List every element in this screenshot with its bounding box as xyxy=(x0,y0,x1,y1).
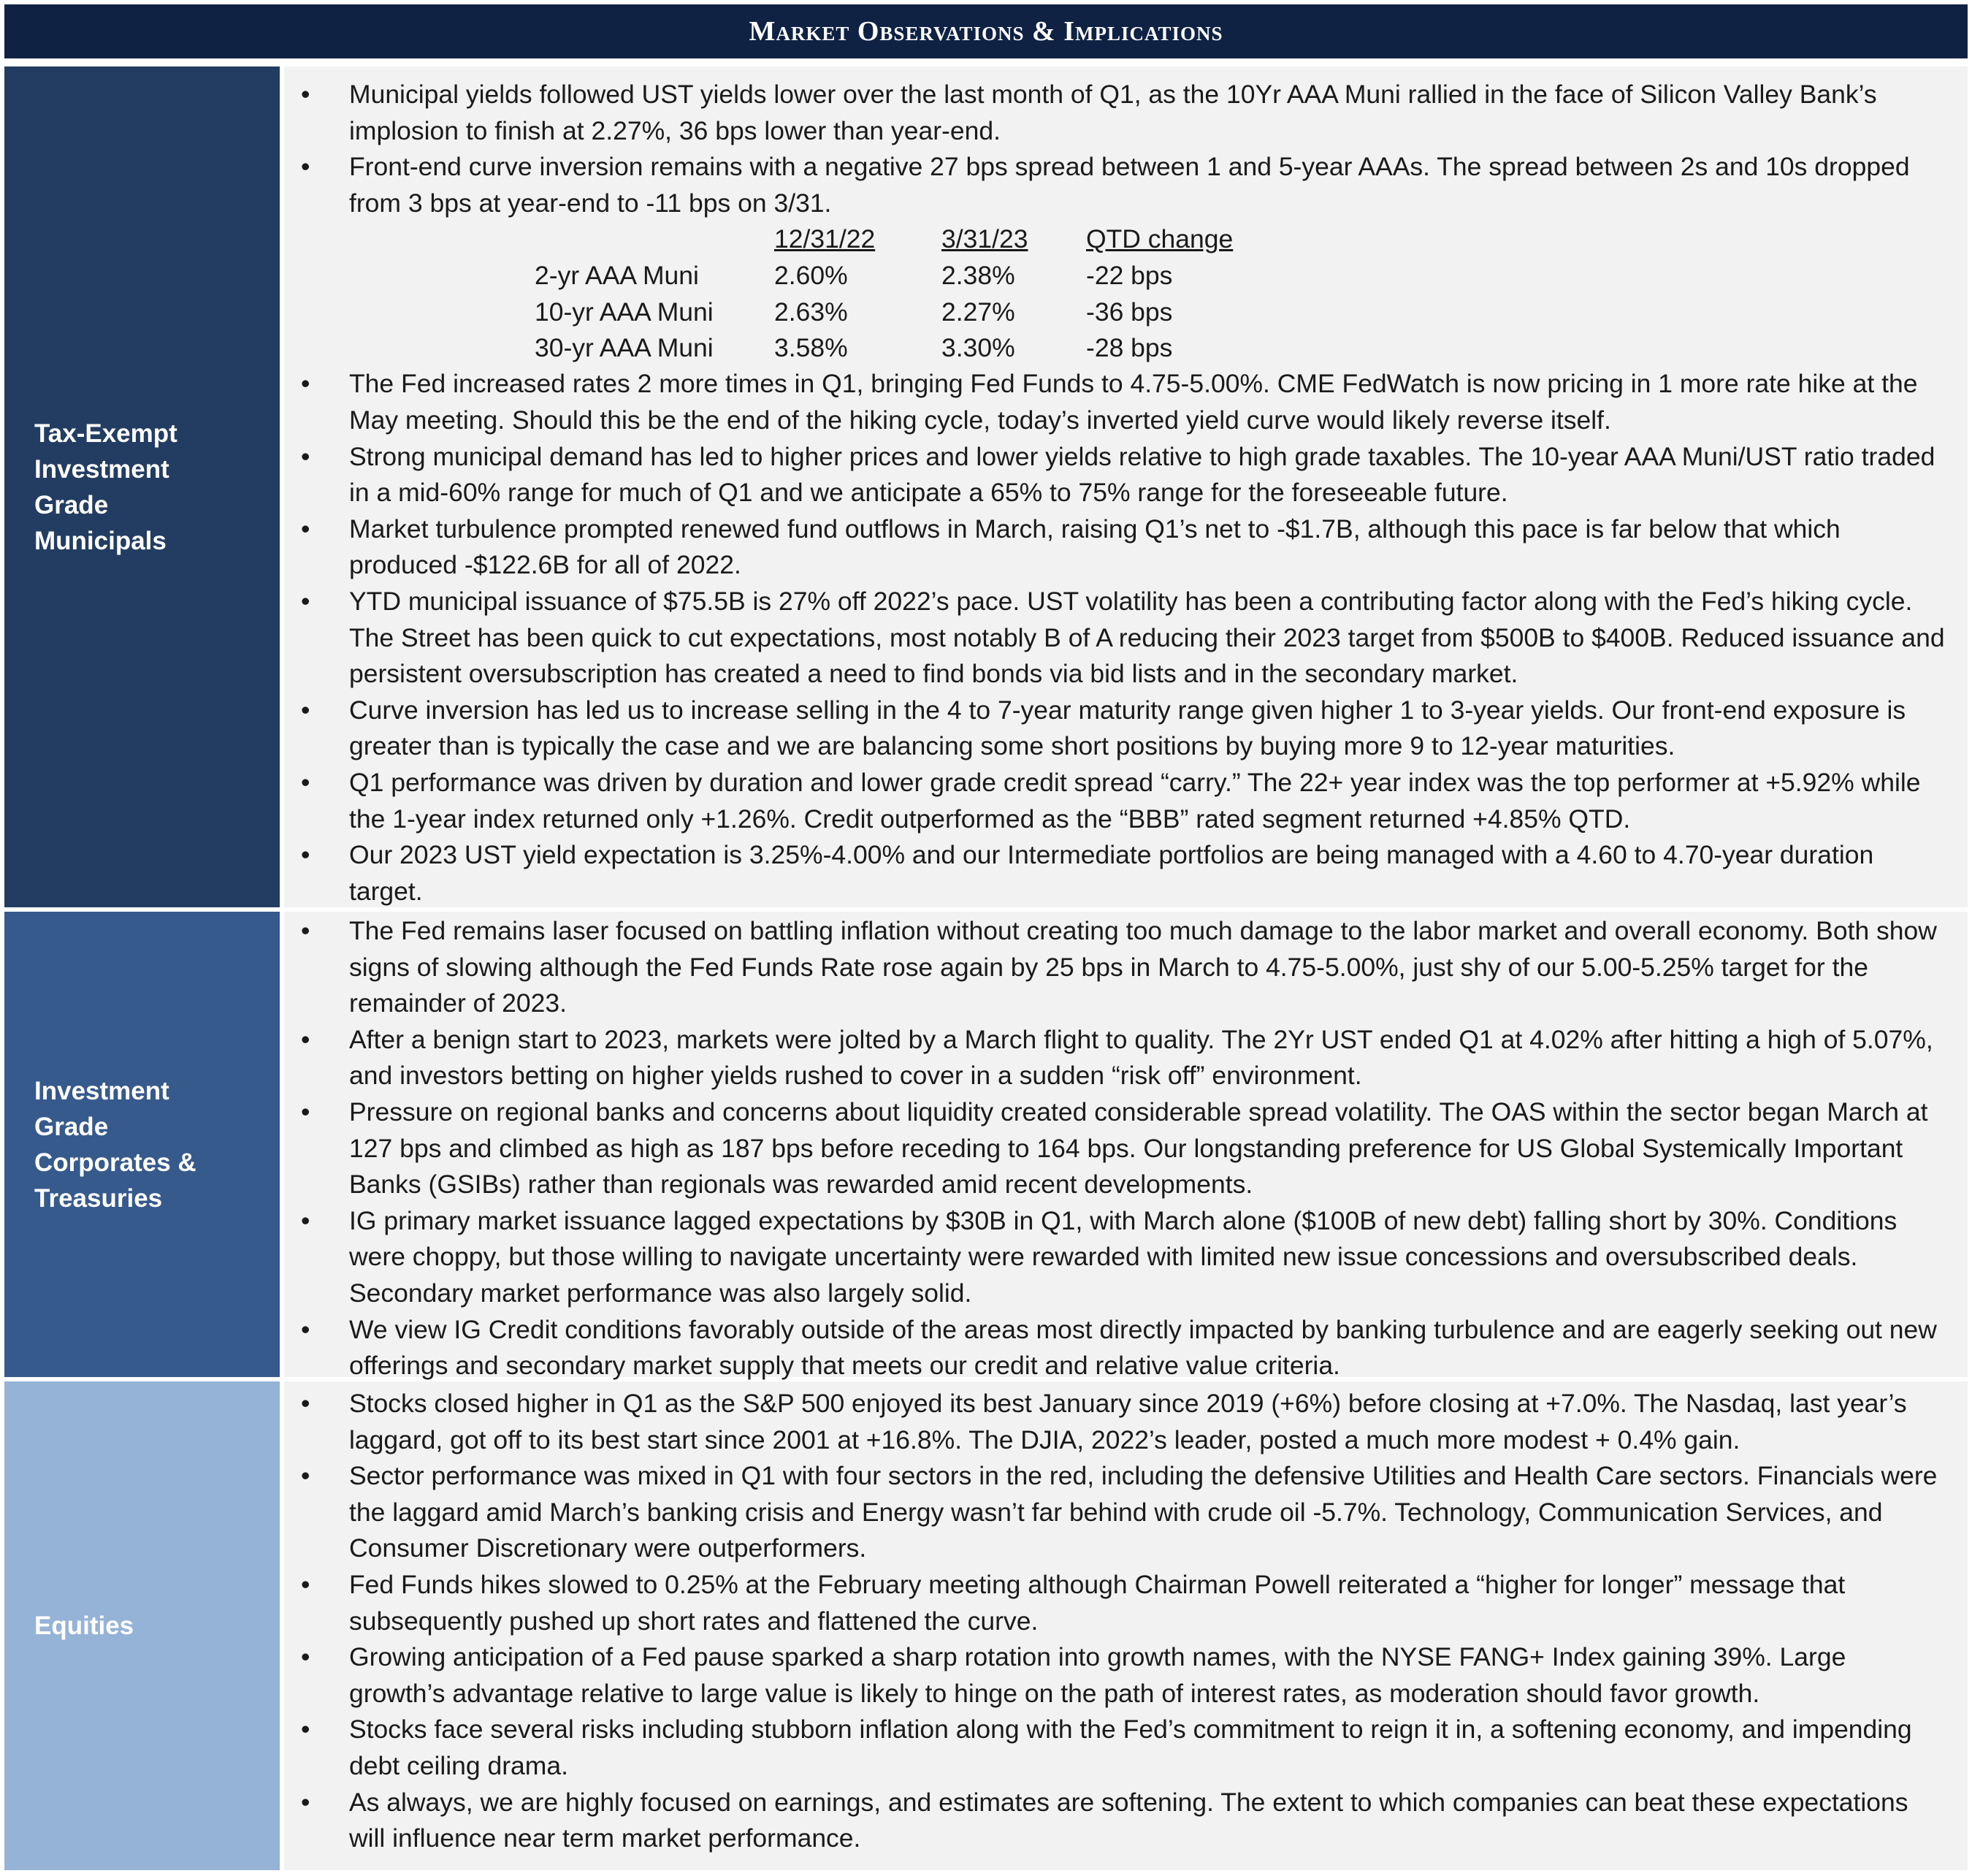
equities-bullet: • Sector performance was mixed in Q1 with four sectors in the red, including the defensive Utilities and Health Care sectors. Financials were the laggard amid March’s banking crisis and Energy wasn’t far behind with crude oil -5.7%. Technology, Communication Services, and Consumer Discretionary were outperformers. xyxy=(284,1458,1946,1567)
section-ig-corporates xyxy=(4,912,1968,1381)
munis-bullet: • Q1 performance was driven by duration and lower grade credit spread “carry.” The 22+ year index was the top performer at +5.92% while the 1-year index returned only +1.26%. Credit outperformed as the “BBB” rated segment returned +4.85% QTD. xyxy=(284,765,1946,837)
equities-bullet: • Stocks closed higher in Q1 as the S&P 500 enjoyed its best January since 2019 (+6%) before closing at +7.0%. The Nasdaq, last year’s laggard, got off to its best start since 2001 at +16.8%. The DJIA, 2022’s leader, posted a much more modest + 0.4% gain. xyxy=(284,1386,1946,1458)
ig-bullet-list xyxy=(284,913,1946,1384)
munis-bullet: • Municipal yields followed UST yields lower over the last month of Q1, as the 10Yr AAA Muni rallied in the face of Silicon Valley Bank’s implosion to finish at 2.27%, 36 bps lower than year-end. xyxy=(284,77,1946,149)
page-title xyxy=(4,4,1968,58)
ig-bullet: • The Fed remains laser focused on battling inflation without creating too much damage to the labor market and overall economy. Both show signs of slowing although the Fed Funds Rate rose again by 25 bps in March to 4.75-5.00%, just shy of our 5.00-5.25% target for the remainder of 2023. xyxy=(284,913,1946,1022)
equities-label-text: Equities xyxy=(34,1612,134,1640)
section-equities xyxy=(4,1381,1968,1870)
section-label-ig xyxy=(4,912,280,1377)
equities-bullet-list xyxy=(284,1386,1946,1857)
table-cell: -22 bps xyxy=(1086,260,1173,290)
ig-bullet: • Pressure on regional banks and concerns about liquidity created considerable spread volatility. The OAS within the sector began March at 127 bps and climbed as high as 187 bps before receding to 164 bps. Our longstanding preference for US Global Systemically Important Banks (GSIBs) rather than regionals was rewarded amid recent developments. xyxy=(284,1094,1946,1203)
section-label-munis xyxy=(4,66,280,907)
table-header-col1: 12/31/22 xyxy=(774,224,876,254)
munis-bullet: • The Fed increased rates 2 more times in Q1, bringing Fed Funds to 4.75-5.00%. CME FedWatch is now pricing in 1 more rate hike at the May meeting. Should this be the end of the hiking cycle, today’s inverted yield curve would likely reverse itself. xyxy=(284,366,1946,438)
muni-yield-table xyxy=(284,221,1946,366)
ig-label-text: Investment Grade Corporates & Treasuries xyxy=(34,1076,196,1213)
table-cell: 2.60% xyxy=(774,260,848,290)
section-munis xyxy=(4,66,1968,907)
equities-bullet: • Growing anticipation of a Fed pause sparked a sharp rotation into growth names, with the NYSE FANG+ Index gaining 39%. Large growth’s advantage relative to large value is likely to hinge on the path of interest rates, as moderation should favor growth. xyxy=(284,1639,1946,1712)
ig-bullet: • After a benign start to 2023, markets were jolted by a March flight to quality. The 2Yr UST ended Q1 at 4.02% after hitting a high of 5.07%, and investors betting on higher yields rushed to cover in a sudden “risk off” environment. xyxy=(284,1022,1946,1094)
table-row-label: 2-yr AAA Muni xyxy=(535,260,699,290)
ig-bullet: • IG primary market issuance lagged expectations by $30B in Q1, with March alone ($100B of new debt) falling short by 30%. Conditions were choppy, but those willing to navigate uncertainty were rewarded with limited new issue concessions and oversubscribed deals. Secondary market performance was also largely solid. xyxy=(284,1203,1946,1312)
munis-bullet: • Market turbulence prompted renewed fund outflows in March, raising Q1’s net to -$1.7B, although this pace is far below that which produced -$122.6B for all of 2022. xyxy=(284,511,1946,584)
munis-bullet-list xyxy=(284,77,1946,221)
munis-bullet: • YTD municipal issuance of $75.5B is 27% off 2022’s pace. UST volatility has been a contributing factor along with the Fed’s hiking cycle. The Street has been quick to cut expectations, most notably B of A reducing their 2023 target from $500B to $400B. Reduced issuance and persistent oversubscription has created a need to find bonds via bid lists and in the secondary market. xyxy=(284,584,1946,693)
table-cell: 3.30% xyxy=(941,333,1015,363)
equities-bullet: • As always, we are highly focused on earnings, and estimates are softening. The extent to which companies can beat these expectations will influence near term market performance. xyxy=(284,1785,1946,1857)
munis-bullet: • Our 2023 UST yield expectation is 3.25%-4.00% and our Intermediate portfolios are being managed with a 4.60 to 4.70-year duration target. xyxy=(284,837,1946,910)
equities-bullet: • Stocks face several risks including stubborn inflation along with the Fed’s commitment to reign it in, a softening economy, and impending debt ceiling drama. xyxy=(284,1712,1946,1784)
table-cell: 2.27% xyxy=(941,297,1015,327)
equities-bullet: • Fed Funds hikes slowed to 0.25% at the February meeting although Chairman Powell reiterated a “higher for longer” message that subsequently pushed up short rates and flattened the curve. xyxy=(284,1567,1946,1639)
munis-bullet: • Front-end curve inversion remains with a negative 27 bps spread between 1 and 5-year AAAs. The spread between 2s and 10s dropped from 3 bps at year-end to -11 bps on 3/31. xyxy=(284,149,1946,221)
munis-bullet-list-2 xyxy=(284,366,1946,910)
section-content-ig xyxy=(284,912,1968,1381)
table-cell: 3.58% xyxy=(774,333,848,363)
table-header-col3: QTD change xyxy=(1086,224,1234,254)
table-cell: -28 bps xyxy=(1086,333,1173,363)
table-cell: -36 bps xyxy=(1086,297,1173,327)
page-title-text: Market Observations & Implications xyxy=(749,16,1223,47)
table-header-col2: 3/31/23 xyxy=(941,224,1028,254)
ig-bullet: • We view IG Credit conditions favorably outside of the areas most directly impacted by banking turbulence and are eagerly seeking out new offerings and secondary market supply that meets our credit and relative value criteria. xyxy=(284,1312,1946,1384)
munis-label-text: Tax-Exempt Investment Grade Municipals xyxy=(34,419,177,555)
section-content-equities xyxy=(284,1381,1968,1870)
table-row-label: 10-yr AAA Muni xyxy=(535,297,714,327)
section-content-munis xyxy=(284,66,1968,907)
munis-bullet: • Strong municipal demand has led to higher prices and lower yields relative to high grade taxables. The 10-year AAA Muni/UST ratio traded in a mid-60% range for much of Q1 and we anticipate a 65% to 75% range for the foreseeable future. xyxy=(284,439,1946,511)
table-cell: 2.38% xyxy=(941,260,1015,290)
section-label-equities xyxy=(4,1381,280,1870)
munis-bullet: • Curve inversion has led us to increase selling in the 4 to 7-year maturity range given higher 1 to 3-year yields. Our front-end exposure is greater than is typically the case and we are balancing some short positions by buying more 9 to 12-year maturities. xyxy=(284,693,1946,765)
table-row-label: 30-yr AAA Muni xyxy=(535,333,714,363)
table-cell: 2.63% xyxy=(774,297,848,327)
